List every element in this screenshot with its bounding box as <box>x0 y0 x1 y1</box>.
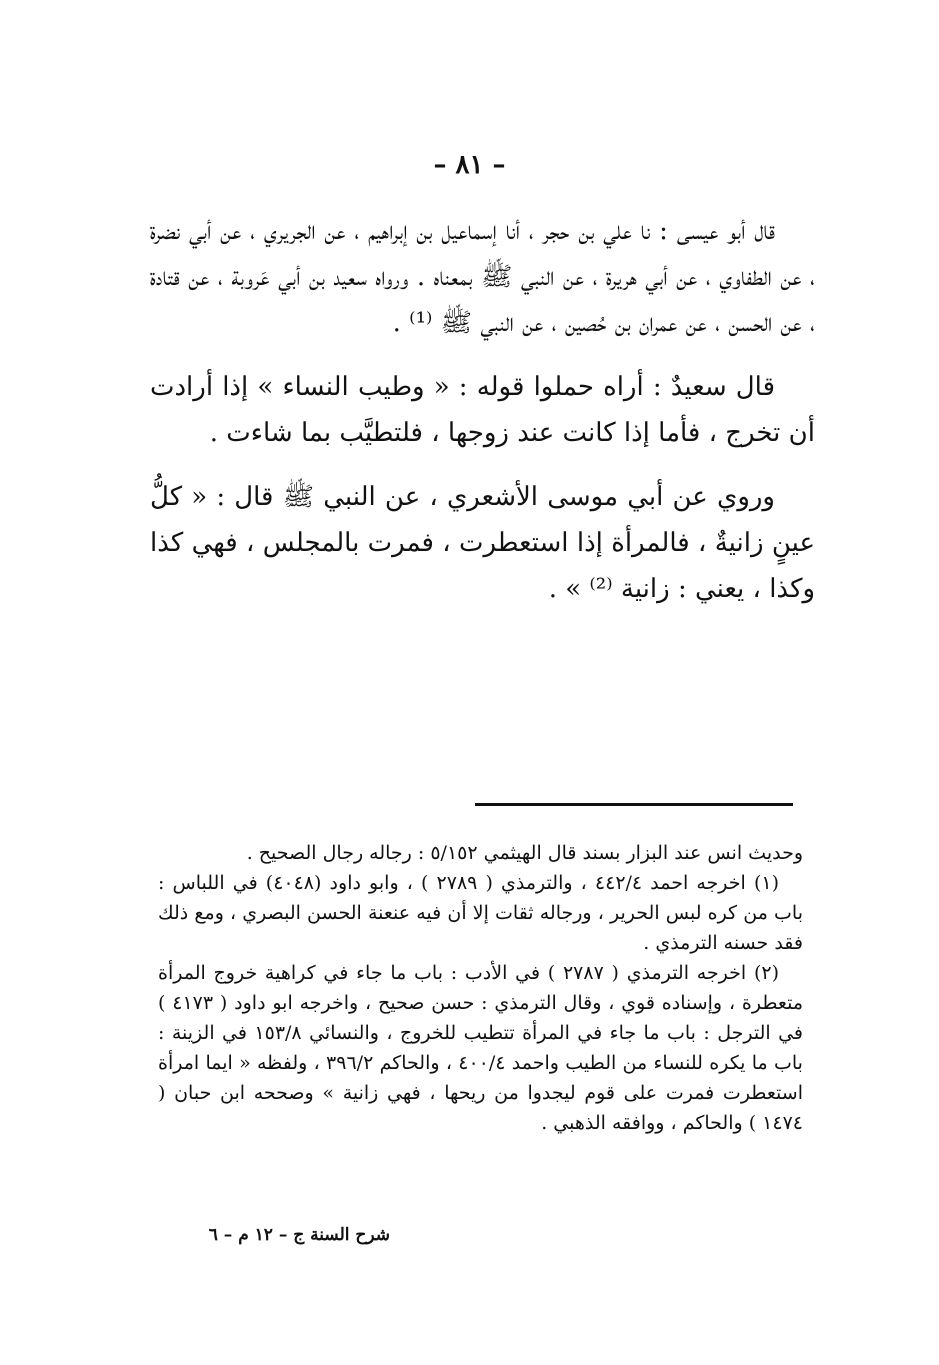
page-number: – ٨١ – <box>433 150 506 180</box>
main-text <box>150 208 815 630</box>
paragraph-said-comment: قال سعيدٌ : أراه حملوا قوله : « وطيب النساء » إذا أرادت أن تخرج ، فأما إذا كانت عند زوجها ، فلتطيَّب بما شاءت . <box>150 372 815 448</box>
footnotes <box>158 838 803 1138</box>
paragraph-abu-musa: وروي عن أبي موسى الأشعري ، عن النبي ﷺ قال : « كلُّ عينٍ زانيةٌ ، فالمرأة إذا استعطرت ، فمرت بالمجلس ، فهي كذا وكذا ، يعني : زانية ⁽²⁾ » . <box>150 482 815 604</box>
paragraph-hadith-chain: قال أبو عيسى : نا علي بن حجر ، أنا إسماعيل بن إبراهيم ، عن الجريري ، عن أبي نضرة ، عن الطفاوي ، عن أبي هريرة ، عن النبي ﷺ بمعناه . ورواه سعيد بن أبي عَروبة ، عن قتادة ، عن الحسن ، عن عمران بن حُصين ، عن النبي ﷺ ⁽¹⁾ . <box>150 216 815 338</box>
footnote-continuation: وحديث انس عند البزار بسند قال الهيثمي ٥/١٥٢ : رجاله رجال الصحيح . <box>246 842 803 864</box>
footnote-divider <box>475 803 793 806</box>
signature-line: شرح السنة ج – ١٢ م – ٦ <box>208 1225 390 1245</box>
footnote-2: (٢) اخرجه الترمذي ( ٢٧٨٧ ) في الأدب : باب ما جاء في كراهية خروج المرأة متعطرة ، وإسناده قوي ، وقال الترمذي : حسن صحيح ، واخرجه ابو داود ( ٤١٧٣ ) في الترجل : باب ما جاء في المرأة تتطيب للخروج ، والنسائي ١٥٣/٨ في الزينة : باب ما يكره للنساء من الطيب واحمد ٤٠٠/٤ ، والحاكم ٣٩٦/٢ ، ولفظه « ايما امرأة استعطرت فمرت على قوم ليجدوا من ريحها ، فهي زانية » وصححه ابن حبان ( ١٤٧٤ ) والحاكم ، ووافقه الذهبي . <box>158 962 803 1134</box>
footnote-1: (١) اخرجه احمد ٤٤٢/٤ ، والترمذي ( ٢٧٨٩ ) ، وابو داود (٤٠٤٨) في اللباس : باب من كره لبس الحرير ، ورجاله ثقات إلا أن فيه عنعنة الحسن البصري ، ومع ذلك فقد حسنه الترمذي . <box>158 872 803 954</box>
